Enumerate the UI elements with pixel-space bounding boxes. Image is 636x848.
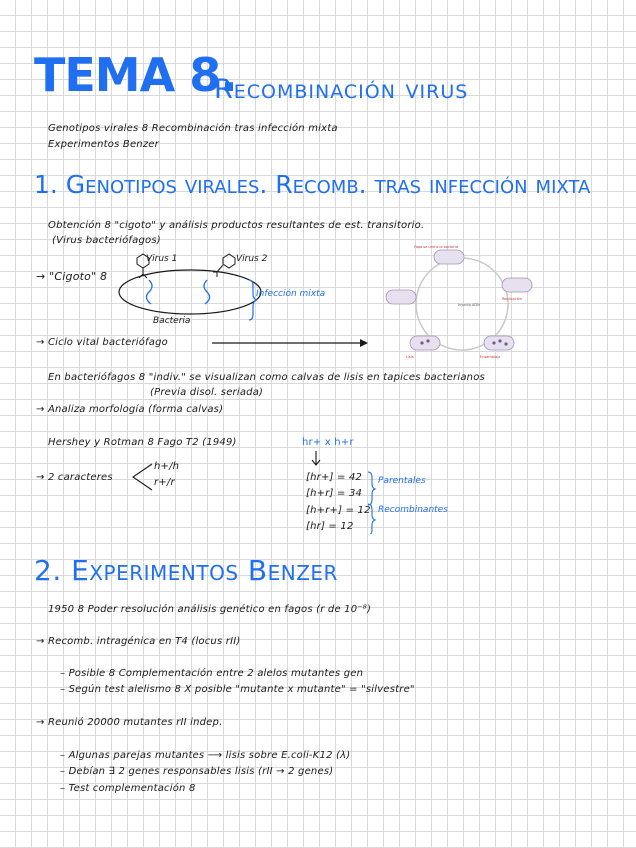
cigoto-label: → "Cigoto" 8 (36, 270, 108, 283)
parentales-label: Parentales (378, 476, 426, 486)
benzer-line-6: – Algunas parejas mutantes ⟶ lisis sobre E.coli-K12 (λ) (60, 750, 351, 761)
count-hr-plus: [hr+] = 42 (306, 472, 363, 483)
benzer-line-1: 1950 8 Poder resolución análisis genético en fagos (r de 10⁻⁸) (48, 604, 372, 615)
bacteria-label: Bacteria (153, 316, 191, 326)
h-character: h+/h (154, 461, 180, 472)
benzer-line-3: – Posible 8 Complementación entre 2 alelos mutantes gen (60, 668, 364, 679)
index-line-2: Experimentos Benzer (48, 139, 159, 150)
counts-brackets (366, 470, 378, 534)
infeccion-mixta-label: Infección mixta (256, 289, 326, 299)
cell-bottom-right (484, 336, 514, 350)
previa-disol-text: (Previa disol. seriada) (150, 387, 264, 398)
page-subtitle: Recombinación virus (214, 74, 469, 105)
benzer-line-7: – Debían ∃ 2 genes responsables lisis (rII → 2 genes) (60, 766, 334, 777)
fig-label-2: Inyecta ADN (458, 303, 480, 307)
count-hr: [hr] = 12 (306, 521, 354, 532)
fig-label-5: Lisis (406, 355, 414, 359)
hershey-text: Hershey y Rotman 8 Fago T2 (1949) (48, 437, 237, 448)
infeccion-bracket (249, 280, 256, 320)
virus-1-label: Virus 1 (146, 254, 178, 264)
cell-left (386, 290, 416, 304)
virus-2-icon (223, 254, 235, 268)
cell-right (502, 278, 532, 292)
lifecycle-figure (376, 238, 546, 366)
recombinantes-label: Recombinantes (378, 505, 448, 515)
fig-label-4: Ensamblaje (480, 355, 501, 359)
section-1-heading: 1. Genotipos virales. Recomb. tras infección mixta (34, 170, 591, 199)
cross-arrow (310, 450, 322, 468)
benzer-line-2: → Recomb. intragénica en T4 (locus rII) (36, 636, 241, 647)
cell-bottom-left (410, 336, 440, 350)
section-2-heading: 2. Experimentos Benzer (34, 554, 338, 587)
virus-bacteriofagos-text: (Virus bacteriófagos) (52, 235, 161, 246)
count-h-plus-r: [h+r] = 34 (306, 488, 363, 499)
dna-1 (146, 280, 152, 304)
r-character: r+/r (154, 477, 175, 488)
dna-2 (204, 280, 210, 304)
page-title: TEMA 8. (34, 48, 237, 102)
dos-caracteres-text: → 2 caracteres (36, 472, 113, 483)
ciclo-vital-text: → Ciclo vital bacteriófago (36, 337, 168, 348)
fig-label-1: Fago se une a la bacteria (414, 245, 458, 249)
bacteriofagos-text: En bacteriófagos 8 "indiv." se visualizan como calvas de lisis en tapices bacterianos (48, 372, 485, 383)
analiza-text: → Analiza morfología (forma calvas) (36, 404, 224, 415)
fig-label-3: Replicación (502, 297, 522, 301)
benzer-line-8: – Test complementación 8 (60, 783, 196, 794)
benzer-line-4: – Según test alelismo 8 X posible "mutante x mutante" = "silvestre" (60, 684, 415, 695)
cross-text: hr+ x h+r (302, 437, 354, 448)
count-h-plus-r-plus: [h+r+] = 12 (306, 505, 371, 516)
ciclo-arrow (210, 336, 370, 350)
caracteres-bracket (130, 460, 154, 494)
benzer-line-5: → Reunió 20000 mutantes rII indep. (36, 717, 223, 728)
virus-2-label: Virus 2 (236, 254, 268, 264)
index-line-1: Genotipos virales 8 Recombinación tras infección mixta (48, 123, 338, 134)
obtencion-text: Obtención 8 "cigoto" y análisis productos resultantes de est. transitorio. (48, 220, 425, 231)
cell-top (434, 250, 464, 264)
